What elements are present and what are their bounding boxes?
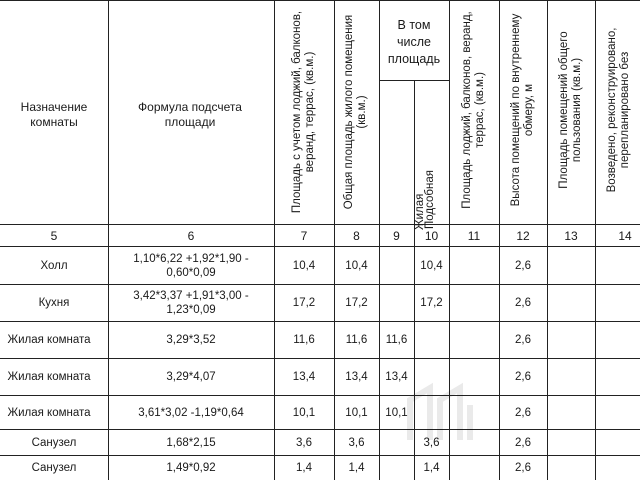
table-row-c12: 2,6 — [515, 462, 531, 474]
column-number: 7 — [300, 228, 308, 243]
table-row-c8: 1,4 — [348, 462, 365, 474]
table-row-c7: 13,4 — [292, 371, 316, 383]
table-row-c8: 10,1 — [345, 406, 368, 419]
table-row-formula: 3,42*3,37 +1,91*3,00 - 1,23*0,09 — [133, 290, 249, 316]
column-number: 13 — [564, 228, 578, 243]
table-row-room-name: Холл — [40, 259, 68, 272]
header-including-area: В том числе площадь — [387, 17, 441, 66]
table-row-formula: 3,29*4,07 — [166, 371, 216, 383]
table-row-c12: 2,6 — [515, 436, 531, 449]
table-row-c7: 1,4 — [296, 462, 312, 474]
header-common-area: Площадь помещений общего пользования (кв.м.) — [557, 31, 583, 189]
table-row-room-name: Жилая комната — [7, 371, 91, 383]
table-row-c9: 11,6 — [385, 334, 408, 346]
table-row-c10: 10,4 — [420, 259, 443, 272]
column-number: 8 — [353, 228, 360, 243]
table-row-room-name: Санузел — [31, 436, 77, 449]
table-row-c12: 2,6 — [515, 406, 531, 419]
table-row-formula: 3,29*3,52 — [166, 334, 216, 346]
column-number: 14 — [618, 228, 632, 243]
table-row-c11 — [449, 322, 499, 358]
table-row-c9 — [379, 285, 414, 321]
table-row-room-name: Жилая комната — [7, 334, 91, 346]
column-number: 12 — [516, 228, 530, 243]
header-room-height: Высота помещений по внутреннему обмеру, м — [509, 13, 535, 207]
table-row-formula: 1,68*2,15 — [166, 436, 216, 449]
table-row-room-name: Санузел — [31, 462, 77, 474]
header-balcony-area: Площадь лоджий, балконов, веранд, террас, (кв.м.) — [460, 11, 486, 209]
table-row-c7: 10,1 — [292, 406, 316, 419]
table-row-c11 — [449, 285, 499, 321]
column-number: 10 — [424, 228, 439, 243]
header-room-purpose: Назначение комнаты — [20, 100, 88, 129]
table-row-c9 — [379, 247, 414, 284]
header-area-formula: Формула подсчета площади — [138, 100, 242, 129]
table-row-c7: 3,6 — [296, 436, 312, 449]
table-row-room-name: Жилая комната — [7, 406, 91, 419]
header-total-living-area: Общая площадь жилого помещения (кв.м.) — [342, 14, 368, 210]
header-living: Жилая — [414, 193, 427, 230]
table-row-c8: 10,4 — [345, 259, 368, 272]
table-row-c12: 2,6 — [515, 297, 531, 309]
table-row-c10 — [414, 322, 449, 358]
header-reconstructed: Возведено, реконструировано, перепланировано без — [605, 27, 631, 193]
table-row-c7: 10,4 — [292, 259, 316, 272]
table-row-c9: 10,1 — [385, 406, 408, 419]
table-row-room-name: Кухня — [38, 297, 70, 309]
table-row-c12: 2,6 — [515, 259, 531, 272]
column-number: 6 — [187, 228, 195, 243]
table-row-formula: 3,61*3,02 -1,19*0,64 — [138, 406, 244, 419]
column-number: 5 — [50, 228, 58, 243]
column-number: 9 — [393, 228, 400, 243]
table-row-c7: 17,2 — [292, 297, 316, 309]
table-row-c8: 3,6 — [348, 436, 365, 449]
table-row-c7: 11,6 — [293, 334, 315, 346]
watermark-logo — [400, 380, 490, 450]
table-row-c8: 13,4 — [345, 371, 368, 383]
column-number: 11 — [467, 228, 481, 243]
table-row-formula: 1,10*6,22 +1,92*1,90 - 0,60*0,09 — [133, 252, 249, 279]
table-row-c11 — [449, 456, 499, 480]
table-row-c8: 11,6 — [345, 334, 368, 346]
table-row-c10: 3,6 — [423, 436, 440, 449]
table-row-c9 — [379, 456, 414, 480]
table-row-c10: 17,2 — [420, 297, 443, 309]
table-row-formula: 1,49*0,92 — [166, 462, 216, 474]
table-row-c8: 17,2 — [345, 297, 368, 309]
table-row-c12: 2,6 — [515, 334, 531, 346]
table-row-c11 — [449, 247, 499, 284]
table-row-c10: 1,4 — [423, 462, 440, 474]
header-area-with-balconies: Площадь с учетом лоджий, балконов, веранд, террас, (кв.м.) — [290, 10, 316, 214]
table-row-c12: 2,6 — [515, 371, 531, 383]
table-row-c9: 13,4 — [385, 371, 408, 383]
header-auxiliary: Подсобная — [424, 170, 437, 229]
